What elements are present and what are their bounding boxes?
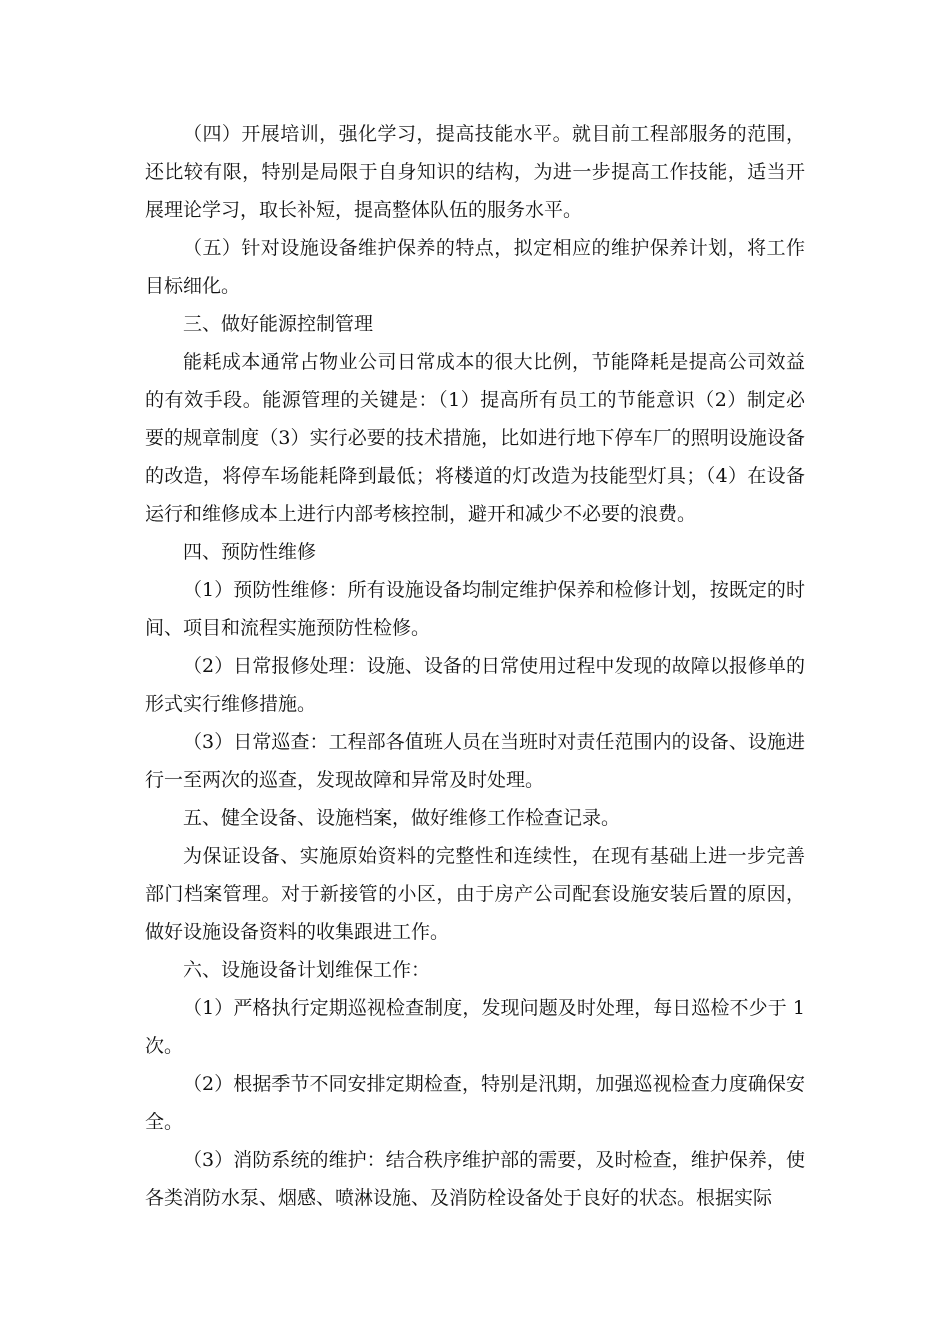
list-item-repair-handling: （2）日常报修处理：设施、设备的日常使用过程中发现的故障以报修单的形式实行维修措施。 — [145, 655, 805, 715]
list-item-patrol: （1）严格执行定期巡视检查制度，发现问题及时处理，每日巡检不少于 1 次。 — [145, 997, 805, 1057]
heading-preventive-maintenance: 四、预防性维修 — [183, 541, 317, 563]
heading-energy-control: 三、做好能源控制管理 — [183, 313, 374, 335]
paragraph-energy-management: 能耗成本通常占物业公司日常成本的很大比例，节能降耗是提高公司效益的有效手段。能源管理的关键是：（1）提高所有员工的节能意识（2）制定必要的规章制度（3）实行必要的技术措施，比如进行地下停车厂的照明设施设备的改造，将停车场能耗降到最低；将楼道的灯改造为技能型灯具；（4）在设备运行和维修成本上进行内部考核控制，避开和减少不必要的浪费。 — [145, 351, 805, 525]
paragraph-maintenance-plan: （五）针对设施设备维护保养的特点，拟定相应的维护保养计划，将工作目标细化。 — [145, 237, 805, 297]
list-item-fire-system: （3）消防系统的维护：结合秩序维护部的需要，及时检查，维护保养，使各类消防水泵、烟感、喷淋设施、及消防栓设备处于良好的状态。根据实际 — [145, 1149, 805, 1209]
paragraph-training: （四）开展培训，强化学习，提高技能水平。就目前工程部服务的范围，还比较有限，特别是局限于自身知识的结构，为进一步提高工作技能，适当开展理论学习，取长补短，提高整体队伍的服务水平。 — [145, 123, 805, 221]
document-page — [145, 115, 805, 1217]
heading-archives: 五、健全设备、设施档案，做好维修工作检查记录。 — [183, 807, 621, 829]
heading-planned-maintenance: 六、设施设备计划维保工作： — [183, 959, 431, 981]
list-item-preventive: （1）预防性维修：所有设施设备均制定维护保养和检修计划，按既定的时间、项目和流程实施预防性检修。 — [145, 579, 805, 639]
list-item-seasonal-check: （2）根据季节不同安排定期检查，特别是汛期，加强巡视检查力度确保安全。 — [145, 1073, 805, 1133]
list-item-inspection: （3）日常巡查：工程部各值班人员在当班时对责任范围内的设备、设施进行一至两次的巡查，发现故障和异常及时处理。 — [145, 731, 805, 791]
paragraph-archives: 为保证设备、实施原始资料的完整性和连续性，在现有基础上进一步完善部门档案管理。对于新接管的小区，由于房产公司配套设施安装后置的原因，做好设施设备资料的收集跟进工作。 — [145, 845, 805, 943]
